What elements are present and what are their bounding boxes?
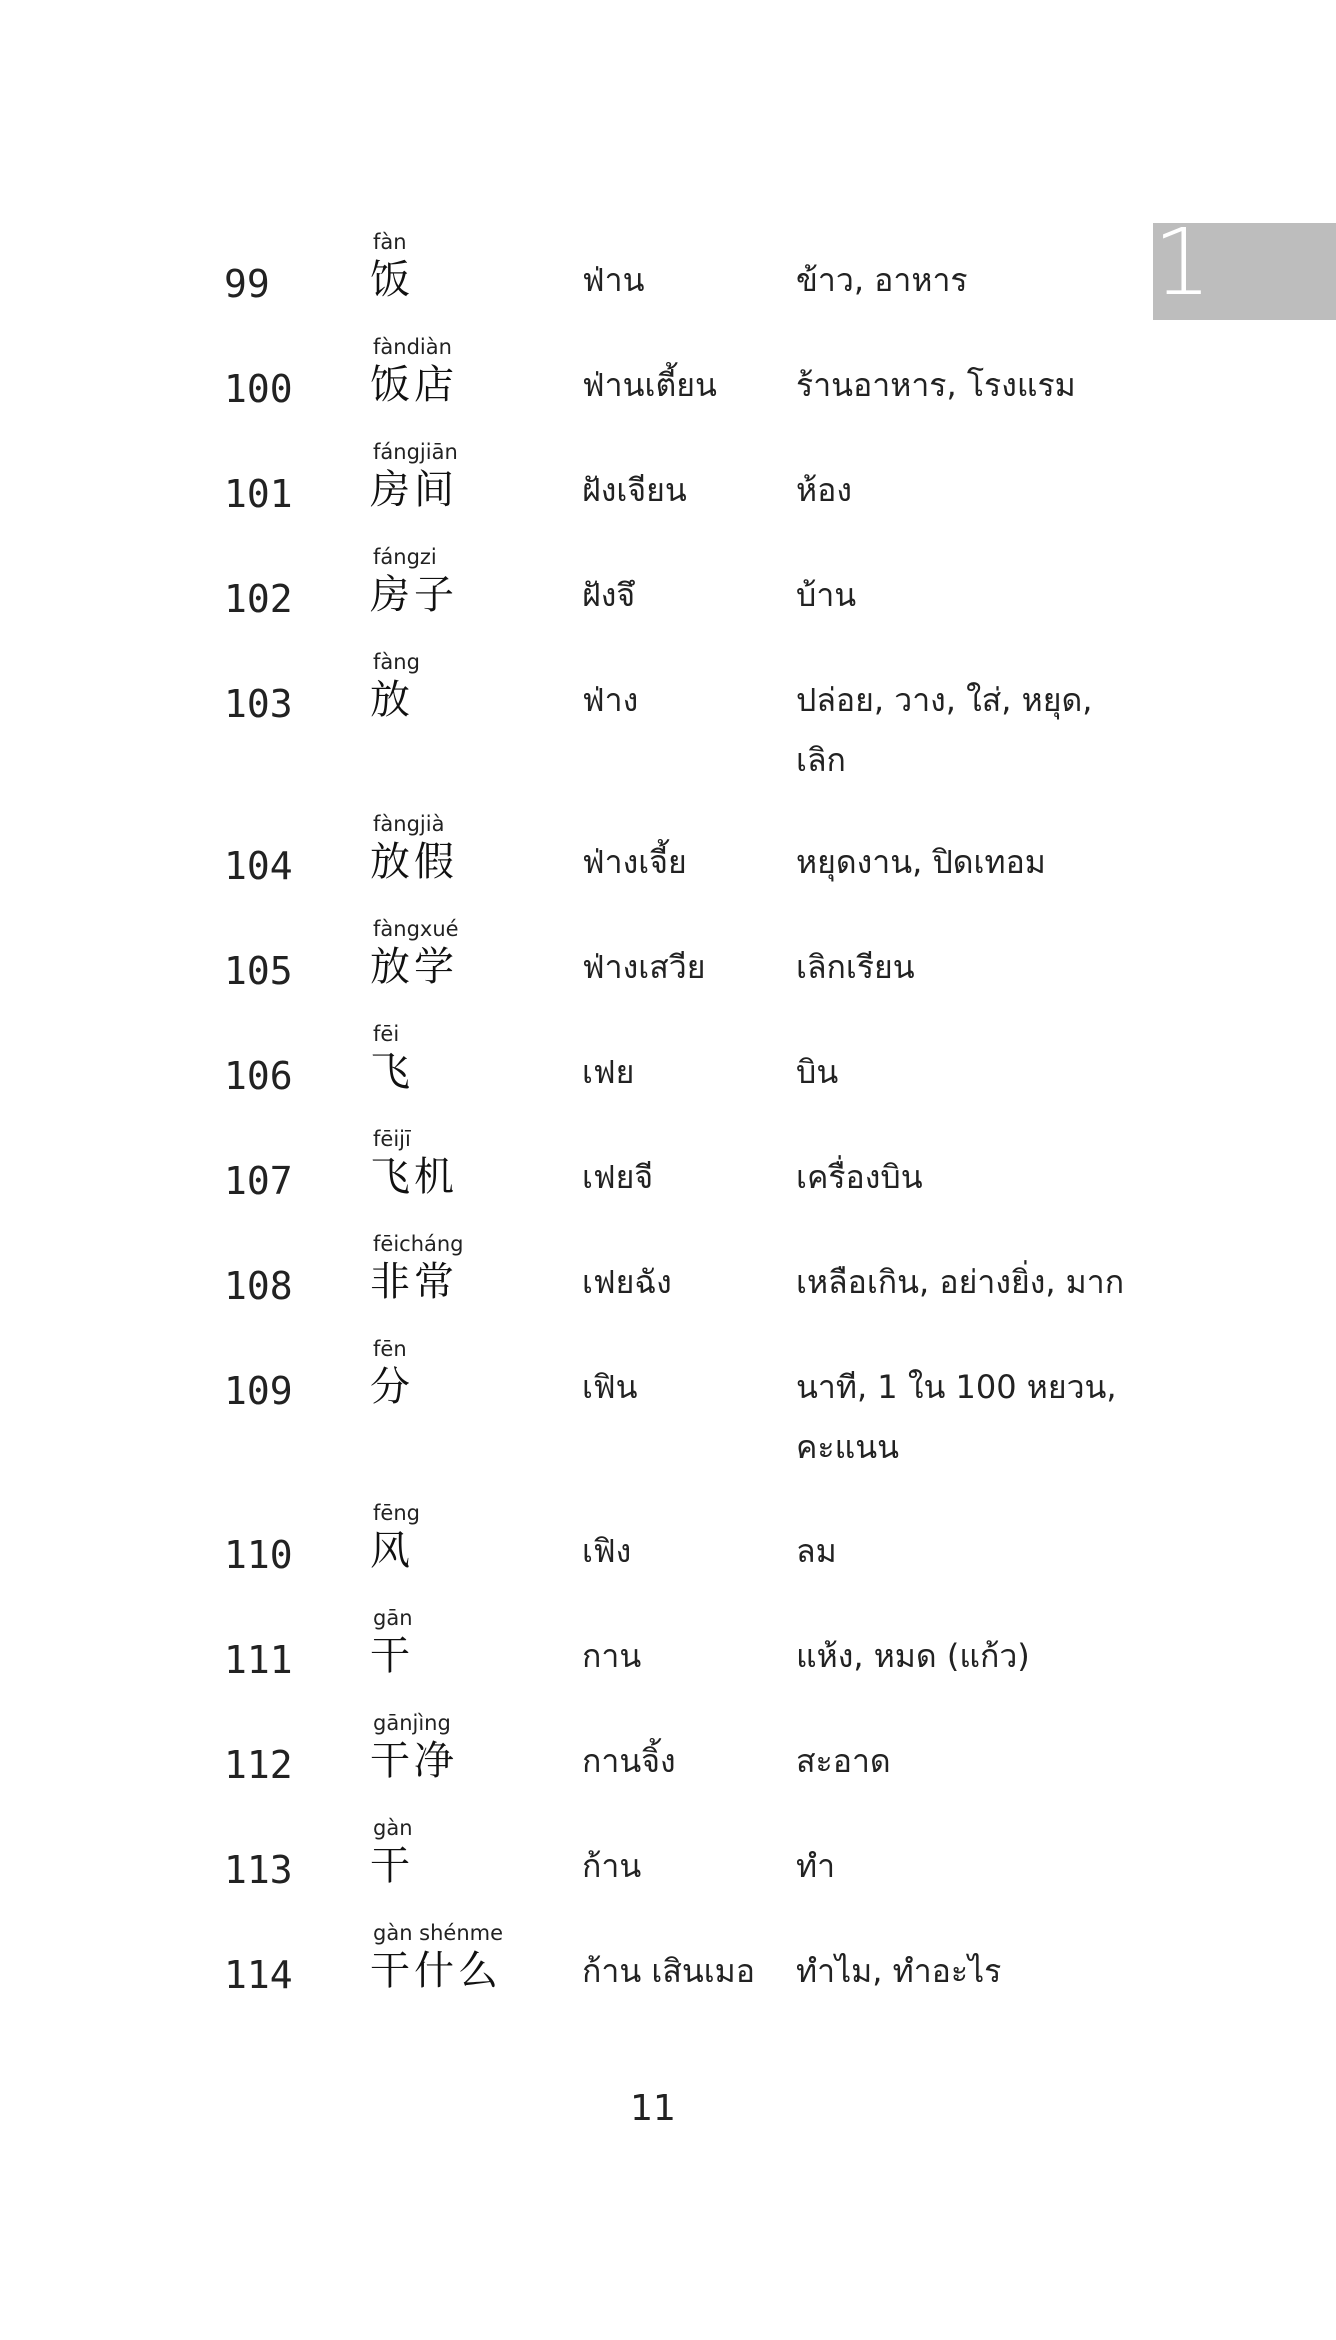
entry-pinyin: gānjìng — [373, 1711, 451, 1735]
entry-meaning: เหลือเกิน, อย่างยิ่ง, มาก — [796, 1263, 1125, 1301]
entry-number: 114 — [224, 1953, 293, 1997]
entry-number: 103 — [224, 682, 293, 726]
entry-meaning: ทำไม, ทำอะไร — [796, 1952, 1002, 1990]
entry-thai-reading: ก้าน เสินเมอ — [582, 1952, 755, 1990]
page-number: 11 — [630, 2088, 676, 2129]
entry-thai-reading: ฝังเจียน — [582, 471, 687, 509]
chapter-side-tab — [1153, 223, 1336, 320]
entry-meaning: หยุดงาน, ปิดเทอม — [796, 843, 1046, 881]
entry-pinyin: fàndiàn — [373, 335, 452, 359]
entry-thai-reading: เฟิน — [582, 1368, 638, 1406]
entry-thai-reading: เฟิง — [582, 1532, 632, 1570]
entry-pinyin: fēi — [373, 1022, 400, 1046]
entry-hanzi: 放 — [370, 677, 414, 723]
entry-thai-reading: กานจิ้ง — [582, 1742, 676, 1780]
entry-thai-reading: ฟ่าน — [582, 261, 645, 299]
entry-thai-reading: ฟ่านเตี้ยน — [582, 366, 717, 404]
entry-meaning: ห้อง — [796, 471, 852, 509]
entry-number: 106 — [224, 1054, 293, 1098]
entry-number: 110 — [224, 1533, 293, 1577]
entry-pinyin: fēng — [373, 1501, 420, 1525]
entry-hanzi: 分 — [370, 1364, 414, 1410]
entry-meaning: ปล่อย, วาง, ใส่, หยุด, เลิก — [796, 681, 1093, 779]
entry-pinyin: fēijī — [373, 1127, 411, 1151]
entry-hanzi: 饭 — [370, 257, 414, 303]
entry-meaning: นาที, 1 ใน 100 หยวน, คะแนน — [796, 1368, 1117, 1466]
entry-meaning: เลิกเรียน — [796, 948, 915, 986]
entry-hanzi: 飞 — [370, 1049, 414, 1095]
entry-hanzi: 干什么 — [370, 1948, 502, 1994]
entry-thai-reading: เฟยฉัง — [582, 1263, 672, 1301]
entry-pinyin: gàn shénme — [373, 1921, 504, 1945]
entry-number: 112 — [224, 1743, 293, 1787]
entry-pinyin: fàng — [373, 650, 420, 674]
entry-hanzi: 非常 — [370, 1259, 458, 1305]
entry-pinyin: gàn — [373, 1816, 413, 1840]
entry-meaning: ลม — [796, 1532, 837, 1570]
entry-meaning: ข้าว, อาหาร — [796, 261, 968, 299]
entry-thai-reading: ก้าน — [582, 1847, 642, 1885]
entry-pinyin: fàngjià — [373, 812, 445, 836]
entry-thai-reading: เฟยจี — [582, 1158, 654, 1196]
entry-pinyin: gān — [373, 1606, 413, 1630]
entry-pinyin: fēn — [373, 1337, 407, 1361]
entry-pinyin: fàn — [373, 230, 407, 254]
entry-number: 108 — [224, 1264, 293, 1308]
entry-thai-reading: ฟ่าง — [582, 681, 639, 719]
entry-number: 100 — [224, 367, 293, 411]
entry-hanzi: 干净 — [370, 1738, 458, 1784]
entry-meaning: แห้ง, หมด (แก้ว) — [796, 1637, 1030, 1675]
entry-hanzi: 房间 — [370, 467, 458, 513]
entry-pinyin: fángzi — [373, 545, 437, 569]
entry-number: 102 — [224, 577, 293, 621]
entry-number: 105 — [224, 949, 293, 993]
chapter-number: 1 — [1153, 223, 1212, 316]
entry-meaning: ร้านอาหาร, โรงแรม — [796, 366, 1076, 404]
entry-number: 104 — [224, 844, 293, 888]
entry-thai-reading: ฟ่างเจี้ย — [582, 843, 687, 881]
entry-meaning: สะอาด — [796, 1742, 891, 1780]
entry-hanzi: 干 — [370, 1633, 414, 1679]
entry-thai-reading: เฟย — [582, 1053, 635, 1091]
entry-hanzi: 放假 — [370, 839, 458, 885]
entry-number: 107 — [224, 1159, 293, 1203]
entry-number: 101 — [224, 472, 293, 516]
entry-hanzi: 房子 — [370, 572, 458, 618]
entry-hanzi: 饭店 — [370, 362, 458, 408]
entry-pinyin: fàngxué — [373, 917, 459, 941]
entry-meaning: บ้าน — [796, 576, 857, 614]
entry-thai-reading: ฝังจึ — [582, 576, 636, 614]
entry-number: 113 — [224, 1848, 293, 1892]
entry-meaning: ทำ — [796, 1847, 836, 1885]
entry-hanzi: 放学 — [370, 944, 458, 990]
entry-hanzi: 干 — [370, 1843, 414, 1889]
entry-hanzi: 风 — [370, 1528, 414, 1574]
entry-thai-reading: กาน — [582, 1637, 642, 1675]
entry-thai-reading: ฟ่างเสวีย — [582, 948, 706, 986]
entry-number: 111 — [224, 1638, 293, 1682]
entry-pinyin: fángjiān — [373, 440, 458, 464]
entry-number: 99 — [224, 262, 270, 306]
entry-meaning: เครื่องบิน — [796, 1158, 923, 1196]
entry-meaning: บิน — [796, 1053, 839, 1091]
entry-pinyin: fēicháng — [373, 1232, 464, 1256]
entry-hanzi: 飞机 — [370, 1154, 458, 1200]
entry-number: 109 — [224, 1369, 293, 1413]
